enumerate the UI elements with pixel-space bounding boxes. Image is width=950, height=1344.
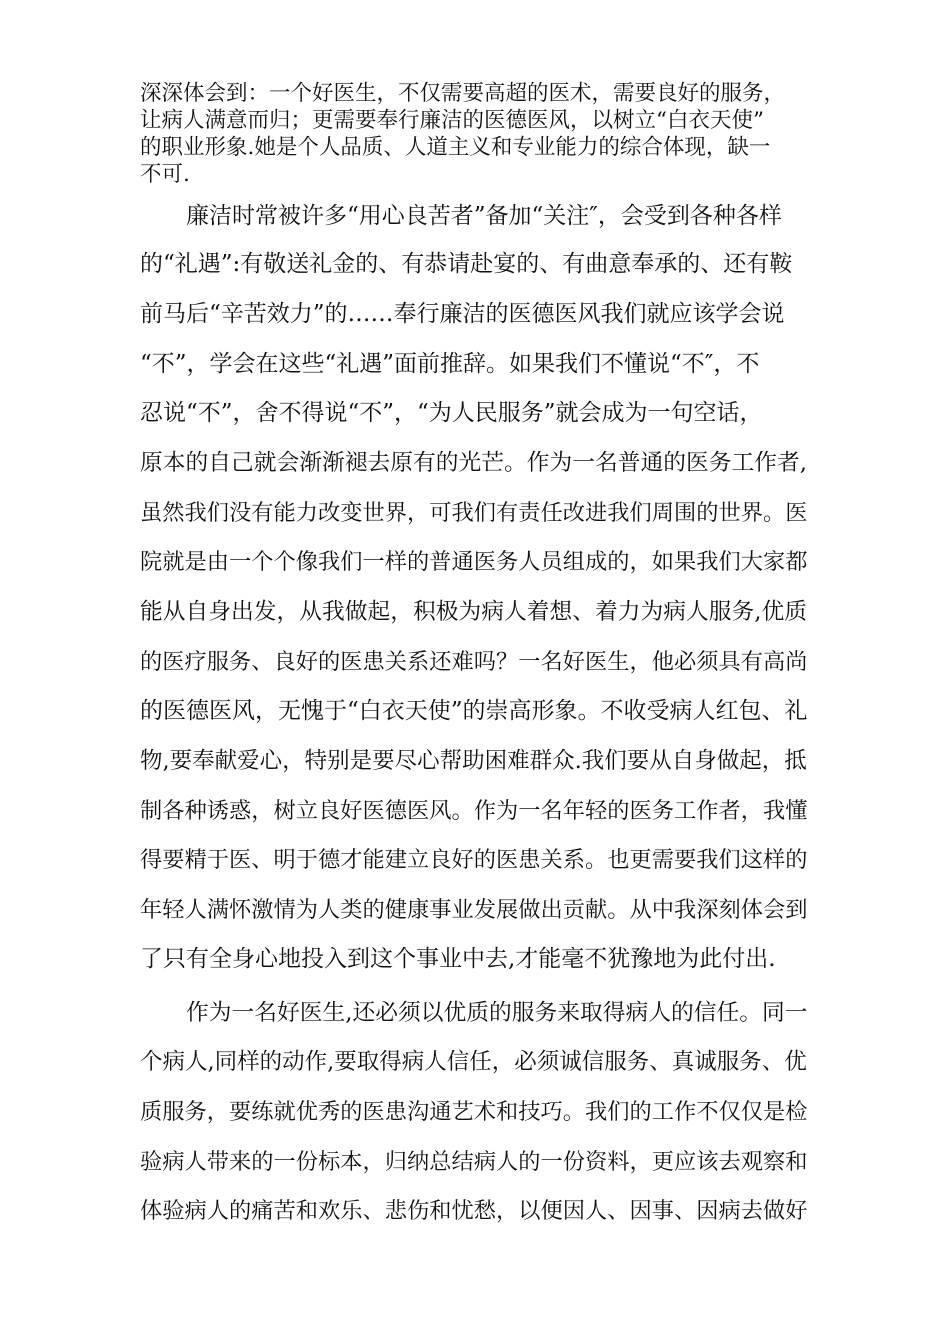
text-line: “不”，学会在这些“礼遇”面前推辞。如果我们不懂说“不″，不: [140, 351, 760, 377]
text-line: 的“礼遇”:有敬送礼金的、有恭请赴宴的、有曲意奉承的、还有鞍: [140, 251, 793, 277]
text-line: 能从自身出发，从我做起，积极为病人着想、着力为病人服务,优质: [140, 599, 807, 625]
text-line: 廉洁时常被许多“用心良苦者”备加“关注″，会受到各种各样: [186, 203, 782, 229]
text-line: 让病人满意而归；更需要奉行廉洁的医德医风，以树立“白衣天使”: [140, 108, 764, 133]
text-line: 的职业形象.她是个人品质、人道主义和专业能力的综合体现，缺一: [140, 135, 771, 160]
text-line: 制各种诱惑，树立良好医德医风。作为一名年轻的医务工作者，我懂: [140, 798, 808, 824]
text-line: 院就是由一个个像我们一样的普通医务人员组成的，如果我们大家都: [140, 549, 808, 575]
text-line: 深深体会到：一个好医生，不仅需要高超的医术，需要良好的服务，: [140, 81, 786, 106]
text-line: 个病人,同样的动作,要取得病人信任，必须诚信服务、真诚服务、优: [140, 1049, 807, 1075]
text-line: 了只有全身心地投入到这个事业中去,才能毫不犹豫地为此付出.: [140, 946, 776, 972]
text-line: 年轻人满怀激情为人类的健康事业发展做出贡献。从中我深刻体会到: [140, 897, 808, 923]
text-line: 质服务，要练就优秀的医患沟通艺术和技巧。我们的工作不仅仅是检: [140, 1099, 808, 1125]
text-line: 前马后“辛苦效力”的……奉行廉洁的医德医风我们就应该学会说: [140, 301, 785, 327]
text-line: 原本的自己就会渐渐褪去原有的光芒。作为一名普通的医务工作者,: [140, 450, 807, 476]
text-line: 验病人带来的一份标本，归纳总结病人的一份资料，更应该去观察和: [140, 1149, 808, 1175]
text-line: 虽然我们没有能力改变世界，可我们有责任改进我们周围的世界。医: [140, 500, 808, 526]
text-line: 不可.: [140, 162, 190, 187]
text-line: 的医疗服务、良好的医患关系还难吗？一名好医生，他必须具有高尚: [140, 649, 808, 675]
text-line: 的医德医风，无愧于“白衣天使”的崇高形象。不收受病人红包、礼: [140, 698, 808, 724]
text-line: 作为一名好医生,还必须以优质的服务来取得病人的信任。同一: [186, 1000, 808, 1026]
text-line: 体验病人的痛苦和欢乐、悲伤和忧愁，以便因人、因事、因病去做好: [140, 1198, 808, 1224]
text-line: 物,要奉献爱心，特别是要尽心帮助困难群众.我们要从自身做起，抵: [140, 748, 807, 774]
text-line: 忍说“不”，舍不得说“不”，“为人民服务”就会成为一句空话，: [140, 400, 763, 426]
text-line: 得要精于医、明于德才能建立良好的医患关系。也更需要我们这样的: [140, 847, 808, 873]
